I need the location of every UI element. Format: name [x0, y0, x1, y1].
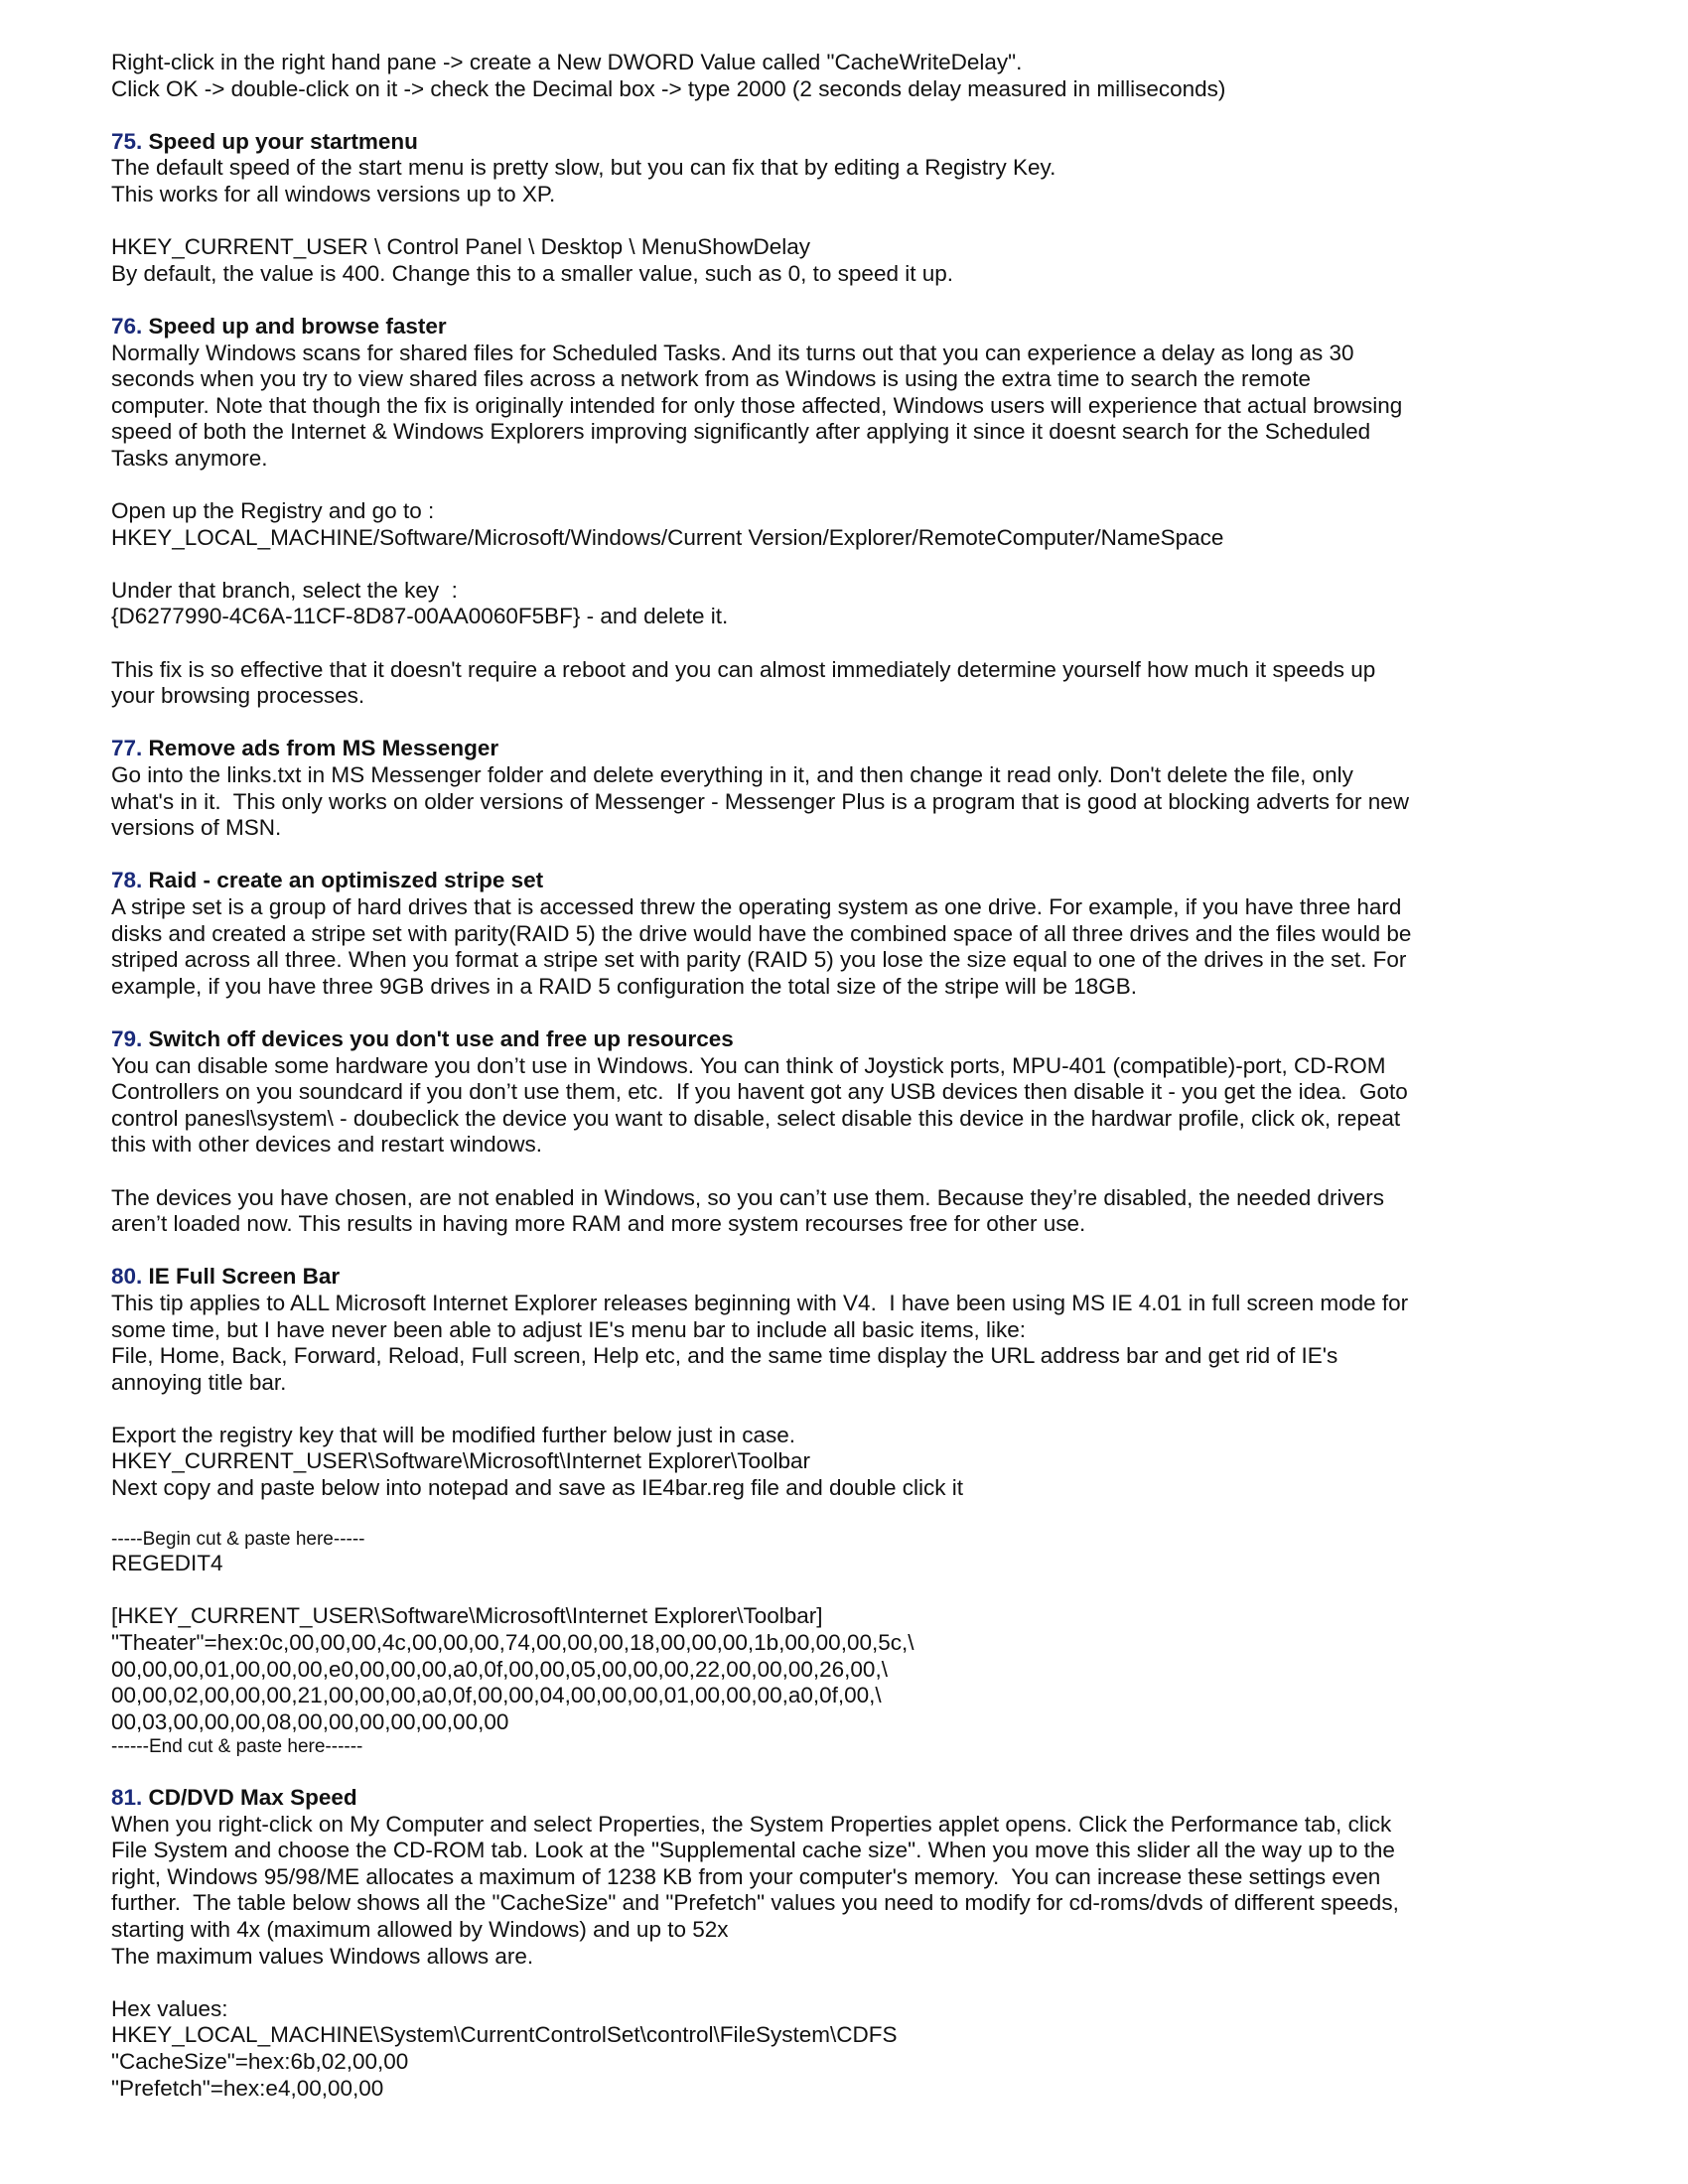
document-page: [111, 50, 1601, 2102]
spacer: [111, 842, 1601, 869]
tip-section: [111, 129, 1601, 288]
section-title: Speed up and browse faster: [148, 313, 447, 339]
body-line: HKEY_LOCAL_MACHINE/Software/Microsoft/Windows/Current Version/Explorer/RemoteComputer/NameSpace: [111, 524, 1224, 550]
body-line: The maximum values Windows allows are.: [111, 1943, 534, 1969]
intro-block: [111, 50, 1601, 102]
code-line: 00,00,02,00,00,00,21,00,00,00,a0,0f,00,00,04,00,00,00,01,00,00,00,a0,0f,00,\: [111, 1683, 882, 1708]
body-line: Normally Windows scans for shared files for Scheduled Tasks. And its turns out that you can experience a delay as long as 30: [111, 340, 1354, 365]
spacer: [111, 102, 1601, 129]
body-line: "Prefetch"=hex:e4,00,00,00: [111, 2075, 384, 2101]
sections-container: [111, 129, 1601, 2102]
section-number: 75.: [111, 128, 143, 154]
code-line: [HKEY_CURRENT_USER\Software\Microsoft\Internet Explorer\Toolbar]: [111, 1603, 823, 1629]
spacer: [111, 1159, 1601, 1185]
spacer: [111, 473, 1601, 499]
body-line: "CacheSize"=hex:6b,02,00,00: [111, 2048, 409, 2074]
body-line: {D6277990-4C6A-11CF-8D87-00AA0060F5BF} - and delete it.: [111, 604, 729, 629]
section-heading: [111, 1264, 1601, 1291]
section-heading: [111, 129, 1601, 156]
body-line: further. The table below shows all the "CacheSize" and "Prefetch" values you need to modify for cd-roms/dvds of different speeds,: [111, 1890, 1399, 1916]
body-line: This works for all windows versions up to XP.: [111, 181, 556, 206]
tip-section: [111, 314, 1601, 710]
section-title: Raid - create an optimiszed stripe set: [148, 868, 544, 893]
body-line: Tasks anymore.: [111, 445, 268, 471]
body-line: The default speed of the start menu is pretty slow, but you can fix that by editing a Registry Key.: [111, 155, 1056, 181]
body-line: seconds when you try to view shared files across a network from as Windows is using the extra time to search the remote: [111, 366, 1312, 392]
section-number: 77.: [111, 736, 143, 761]
intro-line: Right-click in the right hand pane -> create a New DWORD Value called "CacheWriteDelay".: [111, 50, 1023, 74]
tip-section: [111, 736, 1601, 841]
body-line: speed of both the Internet & Windows Explorers improving significantly after applying it since it doesnt search for the Scheduled: [111, 419, 1371, 445]
body-line: computer. Note that though the fix is originally intended for only those affected, Windows users will experience that actual browsing: [111, 392, 1403, 418]
spacer: [111, 1000, 1601, 1026]
body-line: This tip applies to ALL Microsoft Internet Explorer releases beginning with V4. I have been using MS IE 4.01 in full screen mode for: [111, 1290, 1409, 1315]
spacer: [111, 1238, 1601, 1265]
tip-section: [111, 1026, 1601, 1238]
body-line: some time, but I have never been able to adjust IE's menu bar to include all basic items, like:: [111, 1316, 1027, 1342]
body-line: striped across all three. When you format a stripe set with parity (RAID 5) you lose the size equal to one of the drives in the set. For: [111, 947, 1407, 973]
body-line: Next copy and paste below into notepad and save as IE4bar.reg file and double click it: [111, 1475, 964, 1501]
code-line: "Theater"=hex:0c,00,00,00,4c,00,00,00,74,00,00,00,18,00,00,00,1b,00,00,00,5c,\: [111, 1630, 914, 1656]
body-line: HKEY_LOCAL_MACHINE\System\CurrentControlSet\control\FileSystem\CDFS: [111, 2022, 898, 2048]
body-line: Controllers on you soundcard if you don’t use them, etc. If you havent got any USB devices then disable it - you get the idea. Goto: [111, 1079, 1408, 1105]
body-line: annoying title bar.: [111, 1369, 287, 1395]
body-line: Under that branch, select the key :: [111, 577, 458, 603]
spacer: [111, 630, 1601, 657]
spacer: [111, 710, 1601, 737]
body-line: this with other devices and restart windows.: [111, 1132, 542, 1158]
body-line: disks and created a stripe set with parity(RAID 5) the drive would have the combined space of all three drives and the files would be: [111, 920, 1412, 946]
intro-line: Click OK -> double-click on it -> check the Decimal box -> type 2000 (2 seconds delay measured in milliseconds): [111, 75, 1226, 101]
body-line: Hex values:: [111, 1995, 228, 2021]
section-title: Switch off devices you don't use and free up resources: [148, 1025, 734, 1051]
body-line: Open up the Registry and go to :: [111, 498, 435, 524]
code-line: REGEDIT4: [111, 1551, 223, 1576]
body-line: File System and choose the CD-ROM tab. Look at the "Supplemental cache size". When you move this slider all the way up to the: [111, 1838, 1395, 1863]
section-title: CD/DVD Max Speed: [148, 1785, 357, 1810]
body-line: what's in it. This only works on older versions of Messenger - Messenger Plus is a program that is good at blocking adverts for new: [111, 788, 1409, 814]
spacer: [111, 1970, 1601, 1996]
body-line: The devices you have chosen, are not enabled in Windows, so you can’t use them. Because they’re disabled, the needed drivers: [111, 1184, 1385, 1210]
body-line: A stripe set is a group of hard drives that is accessed threw the operating system as one drive. For example, if you have three hard: [111, 894, 1402, 919]
body-line: When you right-click on My Computer and select Properties, the System Properties applet opens. Click the Performance tab, click: [111, 1811, 1392, 1837]
section-heading: [111, 868, 1601, 894]
spacer: [111, 1396, 1601, 1423]
spacer: [111, 1502, 1601, 1529]
body-line: This fix is so effective that it doesn't require a reboot and you can almost immediately determine yourself how much it speeds up: [111, 656, 1376, 682]
code-line: 00,03,00,00,00,08,00,00,00,00,00,00,00: [111, 1708, 509, 1734]
body-line: starting with 4x (maximum allowed by Windows) and up to 52x: [111, 1916, 729, 1942]
spacer: [111, 1577, 1601, 1604]
section-title: Speed up your startmenu: [148, 128, 418, 154]
section-title: IE Full Screen Bar: [148, 1264, 341, 1290]
section-number: 80.: [111, 1264, 143, 1290]
section-heading: [111, 736, 1601, 762]
body-line: HKEY_CURRENT_USER \ Control Panel \ Desktop \ MenuShowDelay: [111, 234, 811, 260]
spacer: [111, 287, 1601, 314]
body-line: right, Windows 95/98/ME allocates a maximum of 1238 KB from your computer's memory. You can increase these settings even: [111, 1863, 1381, 1889]
section-number: 76.: [111, 313, 143, 339]
tip-section: [111, 1785, 1601, 2102]
body-line: File, Home, Back, Forward, Reload, Full screen, Help etc, and the same time display the URL address bar and get rid of IE's: [111, 1343, 1338, 1369]
body-line: You can disable some hardware you don’t use in Windows. You can think of Joystick ports, MPU-401 (compatible)-port, CD-ROM: [111, 1052, 1386, 1078]
section-heading: [111, 314, 1601, 341]
section-number: 79.: [111, 1025, 143, 1051]
spacer: [111, 208, 1601, 235]
body-line: versions of MSN.: [111, 815, 282, 841]
spacer: [111, 551, 1601, 578]
section-title: Remove ads from MS Messenger: [148, 736, 499, 761]
body-line: control panesl\system\ - doubeclick the device you want to disable, select disable this device in the hardwar profile, click ok, repeat: [111, 1105, 1401, 1131]
tip-section: [111, 1264, 1601, 1758]
body-line: aren’t loaded now. This results in having more RAM and more system recourses free for other use.: [111, 1211, 1086, 1237]
body-line: Go into the links.txt in MS Messenger folder and delete everything in it, and then change it read only. Don't delete the file, only: [111, 762, 1353, 788]
body-line: HKEY_CURRENT_USER\Software\Microsoft\Internet Explorer\Toolbar: [111, 1448, 810, 1474]
section-heading: [111, 1026, 1601, 1053]
section-heading: [111, 1785, 1601, 1812]
body-line: your browsing processes.: [111, 683, 365, 709]
section-number: 78.: [111, 868, 143, 893]
spacer: [111, 1758, 1601, 1785]
body-line: By default, the value is 400. Change this to a smaller value, such as 0, to speed it up.: [111, 260, 954, 286]
body-line: Export the registry key that will be modified further below just in case.: [111, 1422, 796, 1447]
tip-section: [111, 868, 1601, 1000]
body-line: example, if you have three 9GB drives in a RAID 5 configuration the total size of the stripe will be 18GB.: [111, 973, 1138, 999]
code-end-marker: ------End cut & paste here------: [111, 1736, 363, 1758]
code-line: 00,00,00,01,00,00,00,e0,00,00,00,a0,0f,00,00,05,00,00,00,22,00,00,00,26,00,\: [111, 1656, 888, 1682]
code-begin-marker: -----Begin cut & paste here-----: [111, 1529, 365, 1551]
section-number: 81.: [111, 1785, 143, 1810]
